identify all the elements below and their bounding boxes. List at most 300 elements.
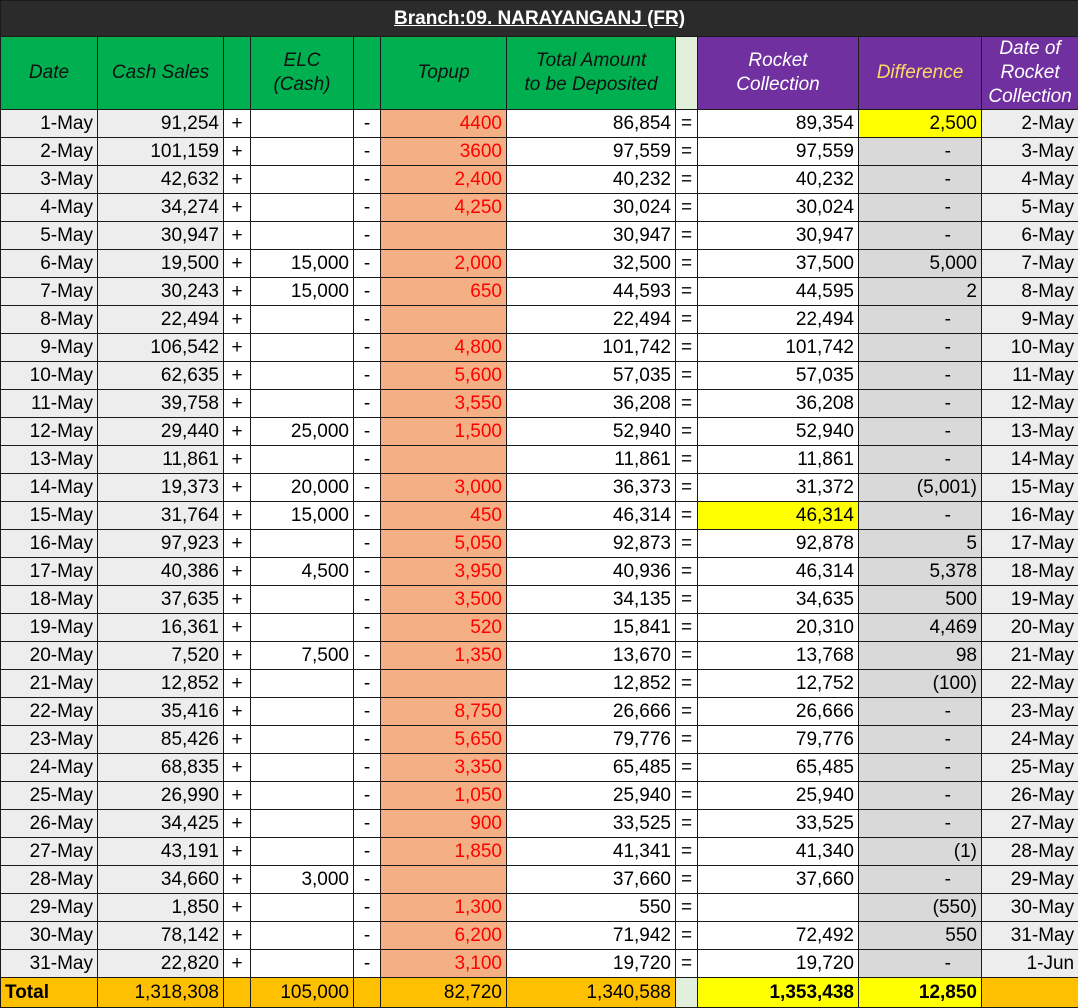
- row-difference: -: [859, 446, 982, 474]
- table-row: [1, 698, 1078, 726]
- row-total-amount: 32,500: [507, 250, 676, 278]
- row-minus-sign: -: [354, 642, 381, 670]
- row-difference: 4,469: [859, 614, 982, 642]
- row-plus-sign: +: [224, 166, 251, 194]
- row-topup: [381, 222, 507, 250]
- table-row: [1, 110, 1078, 138]
- row-topup: 520: [381, 614, 507, 642]
- row-difference: 5,378: [859, 558, 982, 586]
- row-date: 4-May: [1, 194, 98, 222]
- total-topup: 82,720: [381, 978, 507, 1008]
- row-minus-sign: -: [354, 278, 381, 306]
- row-equals-sign: =: [676, 950, 698, 978]
- table-row: [1, 278, 1078, 306]
- row-total-amount: 19,720: [507, 950, 676, 978]
- row-minus-sign: -: [354, 446, 381, 474]
- row-rocket-collection: 19,720: [698, 950, 859, 978]
- row-difference: -: [859, 754, 982, 782]
- row-total-amount: 22,494: [507, 306, 676, 334]
- total-gap: [224, 978, 251, 1008]
- row-difference: -: [859, 334, 982, 362]
- row-plus-sign: +: [224, 306, 251, 334]
- row-cash-sales: 7,520: [98, 642, 224, 670]
- table-row: [1, 362, 1078, 390]
- row-difference: 500: [859, 586, 982, 614]
- row-rocket-collection: 79,776: [698, 726, 859, 754]
- row-cash-sales: 1,850: [98, 894, 224, 922]
- row-rocket-collection: 30,024: [698, 194, 859, 222]
- row-topup: 3,500: [381, 586, 507, 614]
- row-total-amount: 26,666: [507, 698, 676, 726]
- header-plus-gap: [224, 37, 251, 110]
- row-elc-cash: [251, 362, 354, 390]
- table-row: [1, 306, 1078, 334]
- table-row: [1, 166, 1078, 194]
- row-difference: -: [859, 222, 982, 250]
- row-rocket-date: 26-May: [982, 782, 1078, 810]
- row-elc-cash: [251, 810, 354, 838]
- row-rocket-date: 7-May: [982, 250, 1078, 278]
- row-date: 21-May: [1, 670, 98, 698]
- row-topup: 4400: [381, 110, 507, 138]
- row-total-amount: 79,776: [507, 726, 676, 754]
- row-elc-cash: [251, 166, 354, 194]
- row-cash-sales: 37,635: [98, 586, 224, 614]
- table-row: [1, 250, 1078, 278]
- row-elc-cash: [251, 950, 354, 978]
- row-minus-sign: -: [354, 222, 381, 250]
- row-minus-sign: -: [354, 194, 381, 222]
- row-elc-cash: [251, 698, 354, 726]
- row-minus-sign: -: [354, 502, 381, 530]
- row-plus-sign: +: [224, 502, 251, 530]
- row-topup: 4,800: [381, 334, 507, 362]
- row-rocket-date: 28-May: [982, 838, 1078, 866]
- row-rocket-date: 19-May: [982, 586, 1078, 614]
- row-plus-sign: +: [224, 334, 251, 362]
- row-date: 26-May: [1, 810, 98, 838]
- row-rocket-collection: 37,660: [698, 866, 859, 894]
- row-elc-cash: [251, 754, 354, 782]
- row-minus-sign: -: [354, 558, 381, 586]
- row-equals-sign: =: [676, 278, 698, 306]
- row-elc-cash: [251, 670, 354, 698]
- row-difference: -: [859, 698, 982, 726]
- row-equals-sign: =: [676, 670, 698, 698]
- row-topup: [381, 866, 507, 894]
- row-rocket-collection: 97,559: [698, 138, 859, 166]
- row-date: 6-May: [1, 250, 98, 278]
- row-total-amount: 12,852: [507, 670, 676, 698]
- row-minus-sign: -: [354, 614, 381, 642]
- row-equals-sign: =: [676, 586, 698, 614]
- row-total-amount: 52,940: [507, 418, 676, 446]
- row-equals-sign: =: [676, 362, 698, 390]
- row-equals-sign: =: [676, 502, 698, 530]
- row-cash-sales: 22,494: [98, 306, 224, 334]
- row-elc-cash: 15,000: [251, 502, 354, 530]
- row-rocket-collection: 12,752: [698, 670, 859, 698]
- table-row: [1, 922, 1078, 950]
- row-equals-sign: =: [676, 446, 698, 474]
- row-plus-sign: +: [224, 866, 251, 894]
- row-total-amount: 57,035: [507, 362, 676, 390]
- row-rocket-collection: 36,208: [698, 390, 859, 418]
- row-rocket-date: 13-May: [982, 418, 1078, 446]
- table-row: [1, 418, 1078, 446]
- row-total-amount: 30,024: [507, 194, 676, 222]
- row-topup: 1,300: [381, 894, 507, 922]
- row-rocket-date: 27-May: [982, 810, 1078, 838]
- row-minus-sign: -: [354, 838, 381, 866]
- row-total-amount: 33,525: [507, 810, 676, 838]
- row-elc-cash: [251, 586, 354, 614]
- row-rocket-date: 11-May: [982, 362, 1078, 390]
- row-difference: -: [859, 390, 982, 418]
- row-difference: 550: [859, 922, 982, 950]
- row-elc-cash: [251, 726, 354, 754]
- row-elc-cash: [251, 390, 354, 418]
- row-cash-sales: 34,274: [98, 194, 224, 222]
- row-topup: 650: [381, 278, 507, 306]
- row-cash-sales: 101,159: [98, 138, 224, 166]
- header-total-amount: Total Amount to be Deposited: [507, 37, 676, 110]
- row-total-amount: 36,373: [507, 474, 676, 502]
- total-gap: [354, 978, 381, 1008]
- row-rocket-date: 25-May: [982, 754, 1078, 782]
- row-plus-sign: +: [224, 390, 251, 418]
- row-rocket-date: 15-May: [982, 474, 1078, 502]
- total-row: [1, 978, 1078, 1008]
- row-plus-sign: +: [224, 586, 251, 614]
- row-rocket-collection: 52,940: [698, 418, 859, 446]
- row-date: 9-May: [1, 334, 98, 362]
- row-rocket-collection: 13,768: [698, 642, 859, 670]
- row-rocket-collection: 22,494: [698, 306, 859, 334]
- row-topup: 900: [381, 810, 507, 838]
- row-plus-sign: +: [224, 222, 251, 250]
- row-difference: -: [859, 502, 982, 530]
- row-equals-sign: =: [676, 838, 698, 866]
- total-difference: 12,850: [859, 978, 982, 1008]
- table-row: [1, 502, 1078, 530]
- row-rocket-date: 30-May: [982, 894, 1078, 922]
- table-row: [1, 474, 1078, 502]
- row-rocket-date: 12-May: [982, 390, 1078, 418]
- row-topup: [381, 446, 507, 474]
- row-rocket-date: 14-May: [982, 446, 1078, 474]
- row-rocket-date: 9-May: [982, 306, 1078, 334]
- row-difference: -: [859, 306, 982, 334]
- row-rocket-date: 31-May: [982, 922, 1078, 950]
- row-topup: 3,000: [381, 474, 507, 502]
- row-total-amount: 550: [507, 894, 676, 922]
- row-difference: 2,500: [859, 110, 982, 138]
- row-equals-sign: =: [676, 418, 698, 446]
- row-total-amount: 40,232: [507, 166, 676, 194]
- row-date: 13-May: [1, 446, 98, 474]
- row-cash-sales: 11,861: [98, 446, 224, 474]
- row-equals-sign: =: [676, 530, 698, 558]
- table-body: [1, 110, 1078, 978]
- row-cash-sales: 43,191: [98, 838, 224, 866]
- row-difference: 98: [859, 642, 982, 670]
- row-equals-sign: =: [676, 782, 698, 810]
- table-row: [1, 558, 1078, 586]
- row-date: 2-May: [1, 138, 98, 166]
- row-rocket-collection: 40,232: [698, 166, 859, 194]
- row-equals-sign: =: [676, 110, 698, 138]
- row-equals-sign: =: [676, 810, 698, 838]
- row-difference: (1): [859, 838, 982, 866]
- table-row: [1, 586, 1078, 614]
- header-minus-gap: [354, 37, 381, 110]
- row-elc-cash: [251, 222, 354, 250]
- row-cash-sales: 19,500: [98, 250, 224, 278]
- row-minus-sign: -: [354, 362, 381, 390]
- table-row: [1, 530, 1078, 558]
- row-difference: 5,000: [859, 250, 982, 278]
- row-cash-sales: 30,947: [98, 222, 224, 250]
- row-rocket-collection: 57,035: [698, 362, 859, 390]
- row-equals-sign: =: [676, 866, 698, 894]
- row-date: 10-May: [1, 362, 98, 390]
- header-rocket-date: Date of Rocket Collection: [982, 37, 1078, 110]
- row-cash-sales: 40,386: [98, 558, 224, 586]
- table-row: [1, 222, 1078, 250]
- row-difference: (100): [859, 670, 982, 698]
- row-date: 31-May: [1, 950, 98, 978]
- row-rocket-collection: 65,485: [698, 754, 859, 782]
- row-rocket-collection: 26,666: [698, 698, 859, 726]
- row-rocket-collection: [698, 894, 859, 922]
- row-cash-sales: 35,416: [98, 698, 224, 726]
- row-rocket-collection: 72,492: [698, 922, 859, 950]
- row-plus-sign: +: [224, 250, 251, 278]
- row-plus-sign: +: [224, 754, 251, 782]
- row-total-amount: 37,660: [507, 866, 676, 894]
- row-elc-cash: [251, 838, 354, 866]
- row-elc-cash: [251, 446, 354, 474]
- row-equals-sign: =: [676, 754, 698, 782]
- row-date: 16-May: [1, 530, 98, 558]
- row-date: 24-May: [1, 754, 98, 782]
- sheet-title: Branch:09. NARAYANGANJ (FR): [1, 1, 1078, 37]
- row-rocket-date: 3-May: [982, 138, 1078, 166]
- row-rocket-date: 4-May: [982, 166, 1078, 194]
- table-row: [1, 754, 1078, 782]
- row-topup: [381, 670, 507, 698]
- row-rocket-collection: 92,878: [698, 530, 859, 558]
- table-row: [1, 866, 1078, 894]
- row-topup: 2,400: [381, 166, 507, 194]
- row-topup: 5,600: [381, 362, 507, 390]
- row-elc-cash: [251, 110, 354, 138]
- row-elc-cash: 20,000: [251, 474, 354, 502]
- row-topup: 5,050: [381, 530, 507, 558]
- row-plus-sign: +: [224, 278, 251, 306]
- table-row: [1, 810, 1078, 838]
- row-elc-cash: [251, 138, 354, 166]
- row-minus-sign: -: [354, 530, 381, 558]
- row-equals-sign: =: [676, 250, 698, 278]
- row-rocket-date: 24-May: [982, 726, 1078, 754]
- row-date: 12-May: [1, 418, 98, 446]
- header-elc: ELC (Cash): [251, 37, 354, 110]
- row-elc-cash: 7,500: [251, 642, 354, 670]
- row-equals-sign: =: [676, 558, 698, 586]
- row-date: 17-May: [1, 558, 98, 586]
- row-difference: -: [859, 866, 982, 894]
- row-date: 19-May: [1, 614, 98, 642]
- row-date: 27-May: [1, 838, 98, 866]
- total-gap: [982, 978, 1078, 1008]
- row-date: 3-May: [1, 166, 98, 194]
- table-row: [1, 642, 1078, 670]
- row-topup: 3600: [381, 138, 507, 166]
- row-date: 25-May: [1, 782, 98, 810]
- row-cash-sales: 31,764: [98, 502, 224, 530]
- row-minus-sign: -: [354, 866, 381, 894]
- row-plus-sign: +: [224, 530, 251, 558]
- row-topup: 3,950: [381, 558, 507, 586]
- row-rocket-date: 5-May: [982, 194, 1078, 222]
- total-gap: [676, 978, 698, 1008]
- table-row: [1, 614, 1078, 642]
- row-total-amount: 36,208: [507, 390, 676, 418]
- row-cash-sales: 30,243: [98, 278, 224, 306]
- row-date: 23-May: [1, 726, 98, 754]
- row-total-amount: 25,940: [507, 782, 676, 810]
- row-rocket-date: 29-May: [982, 866, 1078, 894]
- row-plus-sign: +: [224, 726, 251, 754]
- row-date: 20-May: [1, 642, 98, 670]
- table-row: [1, 138, 1078, 166]
- row-rocket-collection: 44,595: [698, 278, 859, 306]
- row-total-amount: 46,314: [507, 502, 676, 530]
- row-equals-sign: =: [676, 922, 698, 950]
- row-cash-sales: 19,373: [98, 474, 224, 502]
- row-difference: -: [859, 810, 982, 838]
- row-elc-cash: [251, 530, 354, 558]
- row-plus-sign: +: [224, 558, 251, 586]
- row-plus-sign: +: [224, 642, 251, 670]
- row-date: 28-May: [1, 866, 98, 894]
- row-plus-sign: +: [224, 782, 251, 810]
- row-rocket-collection: 33,525: [698, 810, 859, 838]
- row-elc-cash: [251, 334, 354, 362]
- row-elc-cash: 15,000: [251, 250, 354, 278]
- row-topup: 1,350: [381, 642, 507, 670]
- row-rocket-collection: 89,354: [698, 110, 859, 138]
- row-date: 14-May: [1, 474, 98, 502]
- row-total-amount: 86,854: [507, 110, 676, 138]
- row-total-amount: 40,936: [507, 558, 676, 586]
- table-row: [1, 726, 1078, 754]
- row-topup: 3,350: [381, 754, 507, 782]
- row-minus-sign: -: [354, 670, 381, 698]
- row-total-amount: 30,947: [507, 222, 676, 250]
- row-minus-sign: -: [354, 950, 381, 978]
- row-minus-sign: -: [354, 250, 381, 278]
- row-minus-sign: -: [354, 586, 381, 614]
- row-rocket-collection: 46,314: [698, 502, 859, 530]
- row-cash-sales: 106,542: [98, 334, 224, 362]
- total-label: Total: [1, 978, 98, 1008]
- total-cash-sales: 1,318,308: [98, 978, 224, 1008]
- row-plus-sign: +: [224, 614, 251, 642]
- row-elc-cash: 15,000: [251, 278, 354, 306]
- row-rocket-collection: 11,861: [698, 446, 859, 474]
- table-row: [1, 838, 1078, 866]
- row-topup: 450: [381, 502, 507, 530]
- row-elc-cash: 25,000: [251, 418, 354, 446]
- row-plus-sign: +: [224, 138, 251, 166]
- row-total-amount: 34,135: [507, 586, 676, 614]
- total-elc: 105,000: [251, 978, 354, 1008]
- row-equals-sign: =: [676, 894, 698, 922]
- row-equals-sign: =: [676, 474, 698, 502]
- row-cash-sales: 26,990: [98, 782, 224, 810]
- row-cash-sales: 39,758: [98, 390, 224, 418]
- row-equals-sign: =: [676, 642, 698, 670]
- row-minus-sign: -: [354, 334, 381, 362]
- row-plus-sign: +: [224, 810, 251, 838]
- row-topup: 5,650: [381, 726, 507, 754]
- row-difference: -: [859, 418, 982, 446]
- total-amount: 1,340,588: [507, 978, 676, 1008]
- header-rocket-collection: Rocket Collection: [698, 37, 859, 110]
- row-equals-sign: =: [676, 334, 698, 362]
- table-row: [1, 950, 1078, 978]
- row-total-amount: 44,593: [507, 278, 676, 306]
- row-date: 8-May: [1, 306, 98, 334]
- row-difference: -: [859, 166, 982, 194]
- row-difference: -: [859, 362, 982, 390]
- header-topup: Topup: [381, 37, 507, 110]
- row-date: 30-May: [1, 922, 98, 950]
- row-minus-sign: -: [354, 894, 381, 922]
- row-difference: -: [859, 138, 982, 166]
- total-rocket: 1,353,438: [698, 978, 859, 1008]
- row-cash-sales: 91,254: [98, 110, 224, 138]
- row-difference: -: [859, 950, 982, 978]
- table-row: [1, 894, 1078, 922]
- row-equals-sign: =: [676, 166, 698, 194]
- row-cash-sales: 34,660: [98, 866, 224, 894]
- row-difference: -: [859, 194, 982, 222]
- row-plus-sign: +: [224, 698, 251, 726]
- row-minus-sign: -: [354, 922, 381, 950]
- row-rocket-collection: 46,314: [698, 558, 859, 586]
- row-rocket-collection: 30,947: [698, 222, 859, 250]
- row-minus-sign: -: [354, 110, 381, 138]
- row-elc-cash: [251, 194, 354, 222]
- row-minus-sign: -: [354, 474, 381, 502]
- row-plus-sign: +: [224, 670, 251, 698]
- row-total-amount: 101,742: [507, 334, 676, 362]
- row-date: 1-May: [1, 110, 98, 138]
- row-difference: (550): [859, 894, 982, 922]
- row-rocket-date: 1-Jun: [982, 950, 1078, 978]
- row-topup: 1,500: [381, 418, 507, 446]
- row-rocket-date: 6-May: [982, 222, 1078, 250]
- row-minus-sign: -: [354, 726, 381, 754]
- row-total-amount: 65,485: [507, 754, 676, 782]
- row-date: 15-May: [1, 502, 98, 530]
- row-cash-sales: 16,361: [98, 614, 224, 642]
- table-row: [1, 390, 1078, 418]
